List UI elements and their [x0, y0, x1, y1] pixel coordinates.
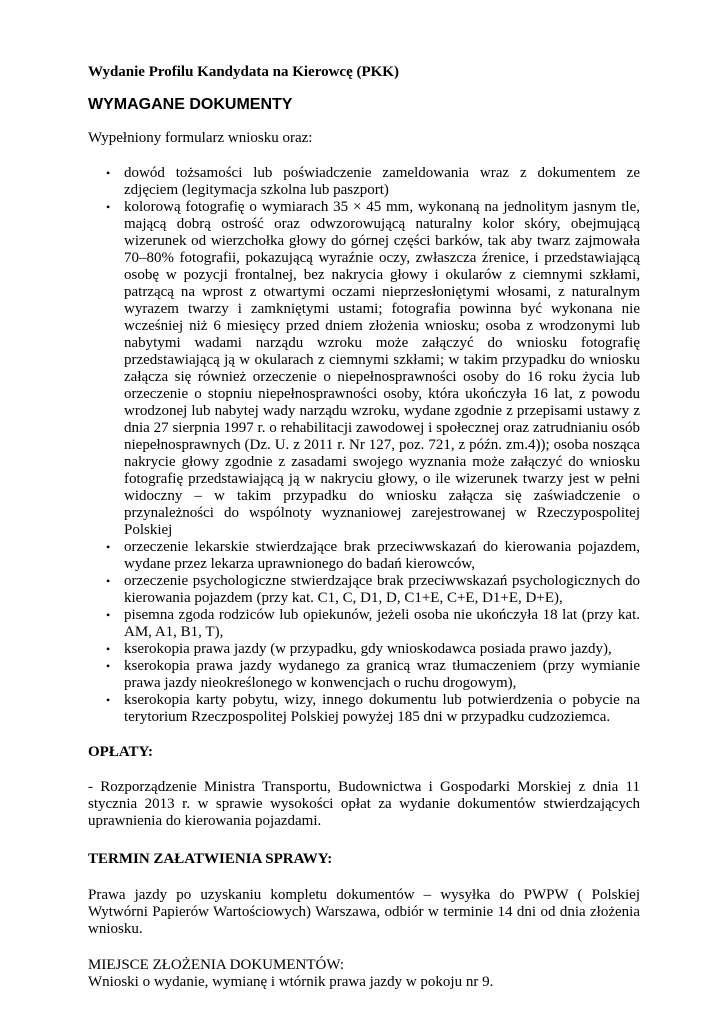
list-item-text: kserokopia prawa jazdy (w przypadku, gdy wnioskodawca posiada prawo jazdy), [124, 641, 612, 657]
document-title: Wydanie Profilu Kandydata na Kierowcę (PKK) [88, 64, 399, 80]
list-item-text: orzeczenie psychologiczne stwierdzające brak przeciwwskazań psychologicznych do kierowania pojazdem (przy kat. C1, C, D1, D, C1+E, C+E, D1+E, D+E), [124, 573, 640, 606]
bullet-icon: • [106, 659, 111, 673]
list-item [88, 165, 640, 199]
list-item [88, 199, 640, 539]
list-item-text: dowód tożsamości lub poświadczenie zameldowania wraz z dokumentem ze zdjęciem (legitymacja szkolna lub paszport) [124, 165, 640, 198]
required-documents-heading: WYMAGANE DOKUMENTY [88, 96, 293, 113]
list-item-text: kolorową fotografię o wymiarach 35 × 45 mm, wykonaną na jednolitym jasnym tle, mającą dobrą ostrość oraz odwzorowującą naturalny kolor skóry, obejmującą wizerunek od wierzchołka głowy do górnej części barków, tak aby twarz zajmowała 70–80% fotografii, pokazującą wyraźnie oczy, zwłaszcza źrenice, i przedstawiającą osobę w pozycji frontalnej, bez nakrycia głowy i okularów z ciemnymi szkłami, patrzącą na wprost z otwartymi oczami nieprzesłoniętymi włosami, z naturalnym wyrazem twarzy i zamkniętymi ustami; fotografia powinna być wykonana nie wcześniej niż 6 miesięcy przed dniem złożenia wniosku; osoba z wrodzonymi lub nabytymi wadami narządu wzroku może załączyć do wniosku fotografię przedstawiającą ją w okularach z ciemnymi szkłami; w takim przypadku do wniosku załącza się również orzeczenie o niepełnosprawności osoby do 16 roku życia lub orzeczenie o stopniu niepełnosprawności osoby, która ukończyła 16 lat, z powodu wrodzonej lub nabytej wady narządu wzroku, wydane zgodnie z przepisami ustawy z dnia 27 sierpnia 1997 r. o rehabilitacji zawodowej i społecznej oraz zatrudnianiu osób niepełnosprawnych (Dz. U. z 2011 r. Nr 127, poz. 721, z późn. zm.4)); osoba nosząca nakrycie głowy zgodnie z zasadami swojego wyznania może załączyć do wniosku fotografię przedstawiającą ją w nakryciu głowy, o ile wizerunek twarzy jest w pełni widoczny – w takim przypadku do wniosku załącza się zaświadczenie o przynależności do wspólnoty wyznaniowej zarejestrowanej w Rzeczypospolitej Polskiej [124, 199, 640, 538]
bullet-icon: • [106, 200, 111, 214]
deadline-text: Prawa jazdy po uzyskaniu kompletu dokumentów – wysyłka do PWPW ( Polskiej Wytwórni Papierów Wartościowych) Warszawa, odbiór w terminie 14 dni od dnia złożenia wniosku. [88, 887, 640, 937]
list-item [88, 641, 640, 658]
list-item [88, 573, 640, 607]
location-heading: MIEJSCE ZŁOŻENIA DOKUMENTÓW: [88, 957, 345, 973]
list-item [88, 607, 640, 641]
required-documents-list [88, 165, 640, 726]
bullet-icon: • [106, 166, 111, 180]
fees-heading: OPŁATY: [88, 744, 154, 760]
deadline-heading: TERMIN ZAŁATWIENIA SPRAWY: [88, 851, 333, 867]
list-item [88, 539, 640, 573]
fees-text: - Rozporządzenie Ministra Transportu, Budownictwa i Gospodarki Morskiej z dnia 11 stycznia 2013 r. w sprawie wysokości opłat za wydanie dokumentów stwierdzających uprawnienia do kierowania pojazdami. [88, 779, 640, 829]
list-item-text: kserokopia prawa jazdy wydanego za granicą wraz tłumaczeniem (przy wymianie prawa jazdy nieokreślonego w konwencjach o ruchu drogowym), [124, 658, 640, 691]
bullet-icon: • [106, 574, 111, 588]
bullet-icon: • [106, 608, 111, 622]
intro-text: Wypełniony formularz wniosku oraz: [88, 130, 313, 146]
document-page [88, 64, 640, 991]
bullet-icon: • [106, 540, 111, 554]
list-item-text: kserokopia karty pobytu, wizy, innego dokumentu lub potwierdzenia o pobycie na terytorium Rzeczpospolitej Polskiej powyżej 185 dni w przypadku cudzoziemca. [124, 692, 640, 725]
bullet-icon: • [106, 693, 111, 707]
list-item [88, 692, 640, 726]
list-item-text: pisemna zgoda rodziców lub opiekunów, jeżeli osoba nie ukończyła 18 lat (przy kat. AM, A1, B1, T), [124, 607, 640, 640]
bullet-icon: • [106, 642, 111, 656]
location-text: Wnioski o wydanie, wymianę i wtórnik prawa jazdy w pokoju nr 9. [88, 974, 494, 990]
list-item-text: orzeczenie lekarskie stwierdzające brak przeciwwskazań do kierowania pojazdem, wydane przez lekarza uprawnionego do badań kierowców, [124, 539, 640, 572]
list-item [88, 658, 640, 692]
